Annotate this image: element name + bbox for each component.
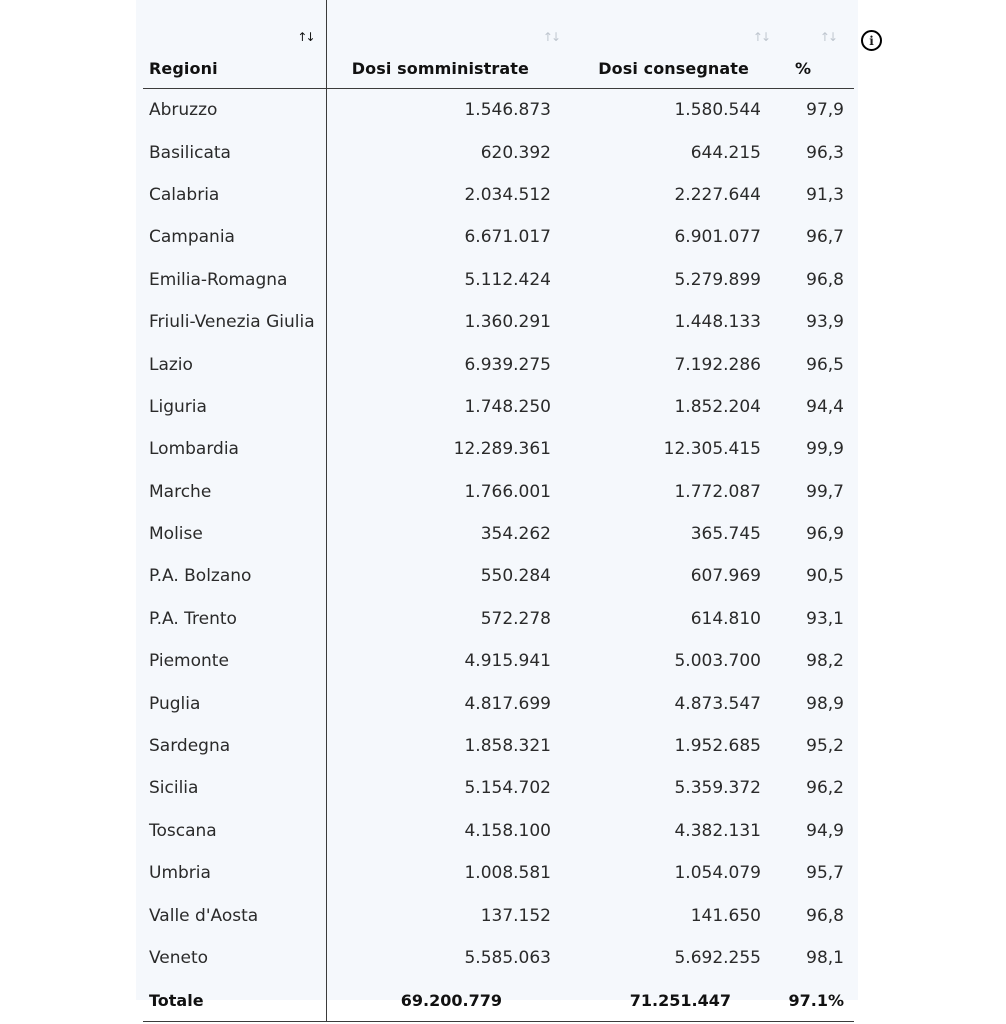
cell-region: Basilicata bbox=[143, 131, 326, 173]
cell-administered: 354.262 bbox=[480, 524, 551, 545]
cell-percent: 98,2 bbox=[806, 651, 844, 672]
cell-administered: 4.817.699 bbox=[464, 693, 551, 714]
cell-region: Valle d'Aosta bbox=[143, 894, 326, 936]
cell-percent: 98,9 bbox=[806, 693, 844, 714]
table-row bbox=[143, 682, 854, 724]
column-header-percent[interactable] bbox=[781, 0, 854, 89]
table-row bbox=[143, 725, 854, 767]
cell-percent: 99,7 bbox=[806, 481, 844, 502]
cell-percent: 96,8 bbox=[806, 269, 844, 290]
cell-delivered: 1.054.079 bbox=[674, 863, 761, 884]
cell-delivered: 607.969 bbox=[690, 566, 761, 587]
cell-percent: 95,7 bbox=[806, 863, 844, 884]
cell-region: Sicilia bbox=[143, 767, 326, 809]
cell-region: Puglia bbox=[143, 682, 326, 724]
cell-delivered: 5.279.899 bbox=[674, 269, 761, 290]
cell-delivered: 141.650 bbox=[690, 905, 761, 926]
cell-administered: 137.152 bbox=[480, 905, 551, 926]
table-row bbox=[143, 386, 854, 428]
table-row bbox=[143, 555, 854, 597]
cell-percent: 96,7 bbox=[806, 227, 844, 248]
table-row bbox=[143, 216, 854, 258]
cell-administered: 1.748.250 bbox=[464, 396, 551, 417]
table-row bbox=[143, 810, 854, 852]
table-row bbox=[143, 598, 854, 640]
total-delivered: 71.251.447 bbox=[571, 979, 781, 1022]
sort-arrows-icon[interactable]: ↑↓ bbox=[752, 30, 769, 44]
cell-delivered: 7.192.286 bbox=[674, 354, 761, 375]
cell-percent: 93,9 bbox=[806, 312, 844, 333]
cell-percent: 90,5 bbox=[806, 566, 844, 587]
cell-administered: 5.112.424 bbox=[464, 269, 551, 290]
cell-delivered: 1.448.133 bbox=[674, 312, 761, 333]
cell-region: Campania bbox=[143, 216, 326, 258]
cell-delivered: 365.745 bbox=[690, 524, 761, 545]
cell-region: Veneto bbox=[143, 937, 326, 979]
cell-percent: 96,8 bbox=[806, 905, 844, 926]
sort-arrows-icon[interactable]: ↑↓ bbox=[819, 30, 836, 44]
cell-percent: 97,9 bbox=[806, 100, 844, 121]
cell-region: Sardegna bbox=[143, 725, 326, 767]
cell-administered: 1.546.873 bbox=[464, 100, 551, 121]
cell-delivered: 12.305.415 bbox=[663, 439, 761, 460]
table-row bbox=[143, 937, 854, 979]
cell-region: Toscana bbox=[143, 810, 326, 852]
cell-administered: 2.034.512 bbox=[464, 184, 551, 205]
cell-administered: 620.392 bbox=[480, 142, 551, 163]
cell-delivered: 6.901.077 bbox=[674, 227, 761, 248]
cell-percent: 94,4 bbox=[806, 396, 844, 417]
table-row bbox=[143, 640, 854, 682]
column-header-label: Dosi somministrate bbox=[351, 59, 529, 78]
table-row bbox=[143, 767, 854, 809]
cell-region: Liguria bbox=[143, 386, 326, 428]
cell-percent: 93,1 bbox=[806, 608, 844, 629]
cell-region: Marche bbox=[143, 471, 326, 513]
cell-administered: 5.154.702 bbox=[464, 778, 551, 799]
table-row bbox=[143, 301, 854, 343]
cell-region: Emilia-Romagna bbox=[143, 259, 326, 301]
column-header-administered[interactable] bbox=[326, 0, 571, 89]
cell-percent: 94,9 bbox=[806, 820, 844, 841]
cell-administered: 550.284 bbox=[480, 566, 551, 587]
cell-percent: 96,9 bbox=[806, 524, 844, 545]
cell-delivered: 644.215 bbox=[690, 142, 761, 163]
cell-administered: 572.278 bbox=[480, 608, 551, 629]
table-row bbox=[143, 894, 854, 936]
cell-percent: 91,3 bbox=[806, 184, 844, 205]
column-header-region[interactable] bbox=[143, 0, 326, 89]
table-header-row bbox=[143, 0, 854, 89]
cell-delivered: 5.003.700 bbox=[674, 651, 761, 672]
total-percent: 97.1% bbox=[781, 979, 854, 1022]
cell-region: P.A. Trento bbox=[143, 598, 326, 640]
cell-administered: 4.915.941 bbox=[464, 651, 551, 672]
column-header-delivered[interactable] bbox=[571, 0, 781, 89]
cell-region: Abruzzo bbox=[143, 89, 326, 132]
table-row bbox=[143, 471, 854, 513]
cell-administered: 4.158.100 bbox=[464, 820, 551, 841]
cell-region: Friuli-Venezia Giulia bbox=[143, 301, 326, 343]
cell-delivered: 5.359.372 bbox=[674, 778, 761, 799]
cell-percent: 96,3 bbox=[806, 142, 844, 163]
cell-delivered: 5.692.255 bbox=[674, 948, 761, 968]
info-icon[interactable]: i bbox=[861, 30, 882, 51]
cell-region: Lazio bbox=[143, 343, 326, 385]
cell-percent: 95,2 bbox=[806, 736, 844, 757]
cell-administered: 1.008.581 bbox=[464, 863, 551, 884]
total-label: Totale bbox=[143, 979, 326, 1022]
cell-administered: 6.939.275 bbox=[464, 354, 551, 375]
table-row bbox=[143, 131, 854, 173]
cell-administered: 6.671.017 bbox=[464, 227, 551, 248]
cell-region: Lombardia bbox=[143, 428, 326, 470]
cell-region: Umbria bbox=[143, 852, 326, 894]
table-row bbox=[143, 852, 854, 894]
column-header-label: Regioni bbox=[149, 59, 218, 78]
cell-region: Molise bbox=[143, 513, 326, 555]
table-row bbox=[143, 259, 854, 301]
sort-arrows-icon[interactable]: ↑↓ bbox=[297, 30, 314, 44]
cell-administered: 1.766.001 bbox=[464, 481, 551, 502]
cell-delivered: 2.227.644 bbox=[674, 184, 761, 205]
column-header-label: Dosi consegnate bbox=[598, 59, 749, 78]
cell-delivered: 4.382.131 bbox=[674, 820, 761, 841]
cell-delivered: 1.952.685 bbox=[674, 736, 761, 757]
table-row bbox=[143, 428, 854, 470]
table-row bbox=[143, 174, 854, 216]
cell-delivered: 614.810 bbox=[690, 608, 761, 629]
cell-percent: 96,5 bbox=[806, 354, 844, 375]
cell-administered: 1.858.321 bbox=[464, 736, 551, 757]
table-row bbox=[143, 343, 854, 385]
table-row bbox=[143, 513, 854, 555]
column-header-label: % bbox=[795, 59, 812, 78]
cell-percent: 96,2 bbox=[806, 778, 844, 799]
cell-delivered: 1.580.544 bbox=[674, 100, 761, 121]
cell-percent: 99,9 bbox=[806, 439, 844, 460]
cell-administered: 1.360.291 bbox=[464, 312, 551, 333]
cell-administered: 12.289.361 bbox=[453, 439, 551, 460]
table-row bbox=[143, 89, 854, 132]
cell-region: P.A. Bolzano bbox=[143, 555, 326, 597]
cell-percent: 98,1 bbox=[806, 948, 844, 968]
cell-region: Calabria bbox=[143, 174, 326, 216]
table-body bbox=[143, 89, 854, 980]
sort-arrows-icon[interactable]: ↑↓ bbox=[542, 30, 559, 44]
table-total-row bbox=[143, 979, 854, 1022]
total-administered: 69.200.779 bbox=[326, 979, 571, 1022]
cell-delivered: 1.772.087 bbox=[674, 481, 761, 502]
cell-delivered: 4.873.547 bbox=[674, 693, 761, 714]
cell-region: Piemonte bbox=[143, 640, 326, 682]
vaccine-doses-table bbox=[143, 0, 854, 1022]
cell-administered: 5.585.063 bbox=[464, 948, 551, 968]
cell-delivered: 1.852.204 bbox=[674, 396, 761, 417]
